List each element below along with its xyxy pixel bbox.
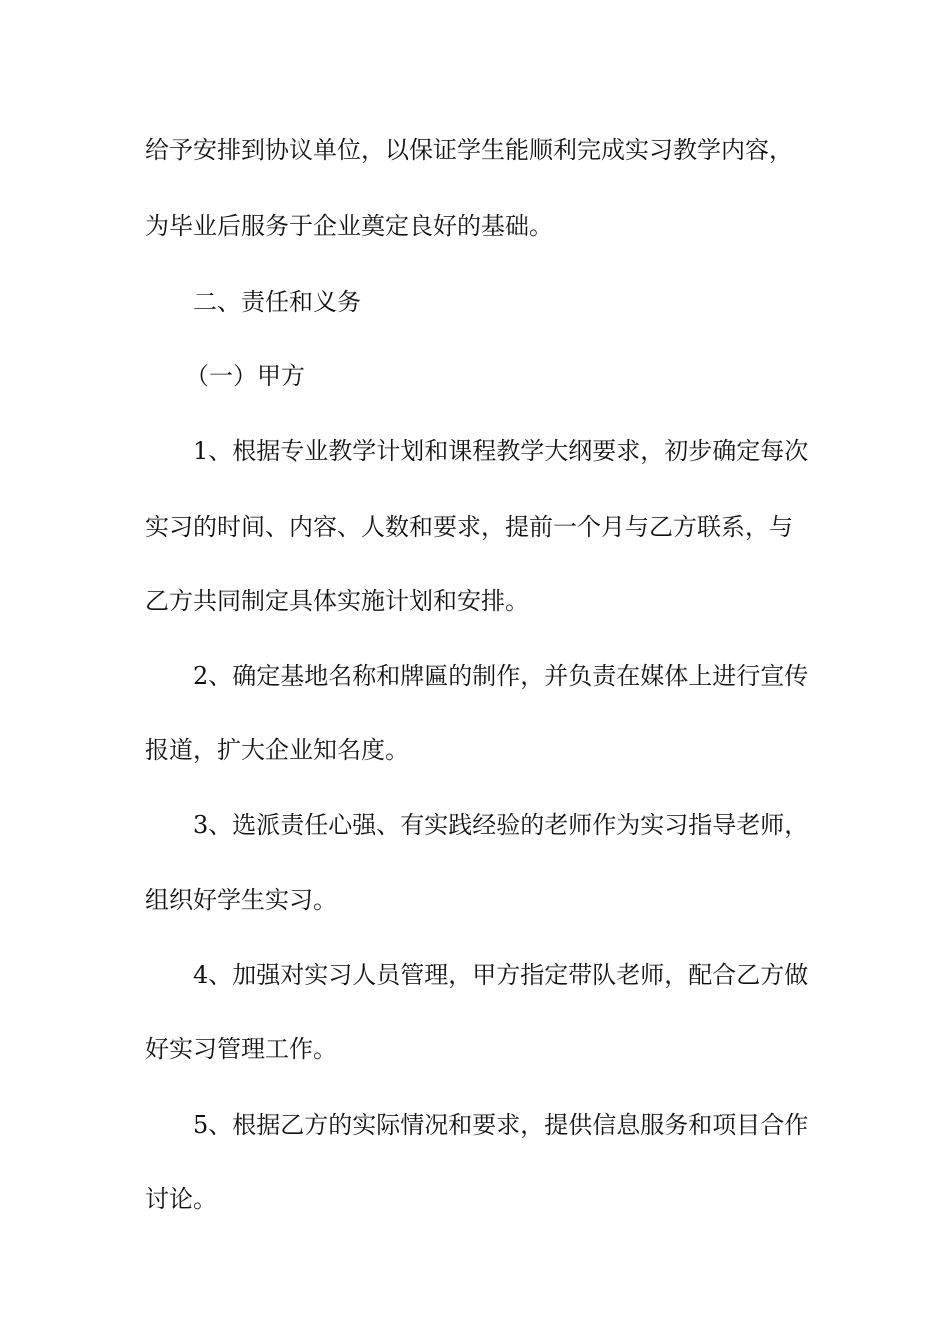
list-item-5-line: 讨论。: [145, 1185, 217, 1213]
list-item-3-line: 组织好学生实习。: [145, 886, 337, 914]
subsection-heading: （一）甲方: [185, 362, 305, 390]
list-item-4-line: 好实习管理工作。: [145, 1035, 337, 1063]
list-item-4-line: 4、加强对实习人员管理，甲方指定带队老师，配合乙方做: [193, 961, 809, 989]
body-text-line: 为毕业后服务于企业奠定良好的基础。: [145, 212, 553, 240]
list-item-5-line: 5、根据乙方的实际情况和要求，提供信息服务和项目合作: [193, 1111, 809, 1139]
list-item-1-line: 乙方共同制定具体实施计划和安排。: [145, 587, 529, 615]
list-item-2-line: 2、确定基地名称和牌匾的制作，并负责在媒体上进行宣传: [193, 662, 809, 690]
body-text-line: 给予安排到协议单位，以保证学生能顺利完成实习教学内容，: [145, 136, 793, 164]
list-item-1-line: 实习的时间、内容、人数和要求，提前一个月与乙方联系，与: [145, 513, 793, 541]
list-item-3-line: 3、选派责任心强、有实践经验的老师作为实习指导老师，: [193, 811, 809, 839]
section-heading: 二、责任和义务: [193, 288, 361, 316]
list-item-2-line: 报道，扩大企业知名度。: [145, 736, 409, 764]
list-item-1-line: 1、根据专业教学计划和课程教学大纲要求，初步确定每次: [193, 437, 809, 465]
